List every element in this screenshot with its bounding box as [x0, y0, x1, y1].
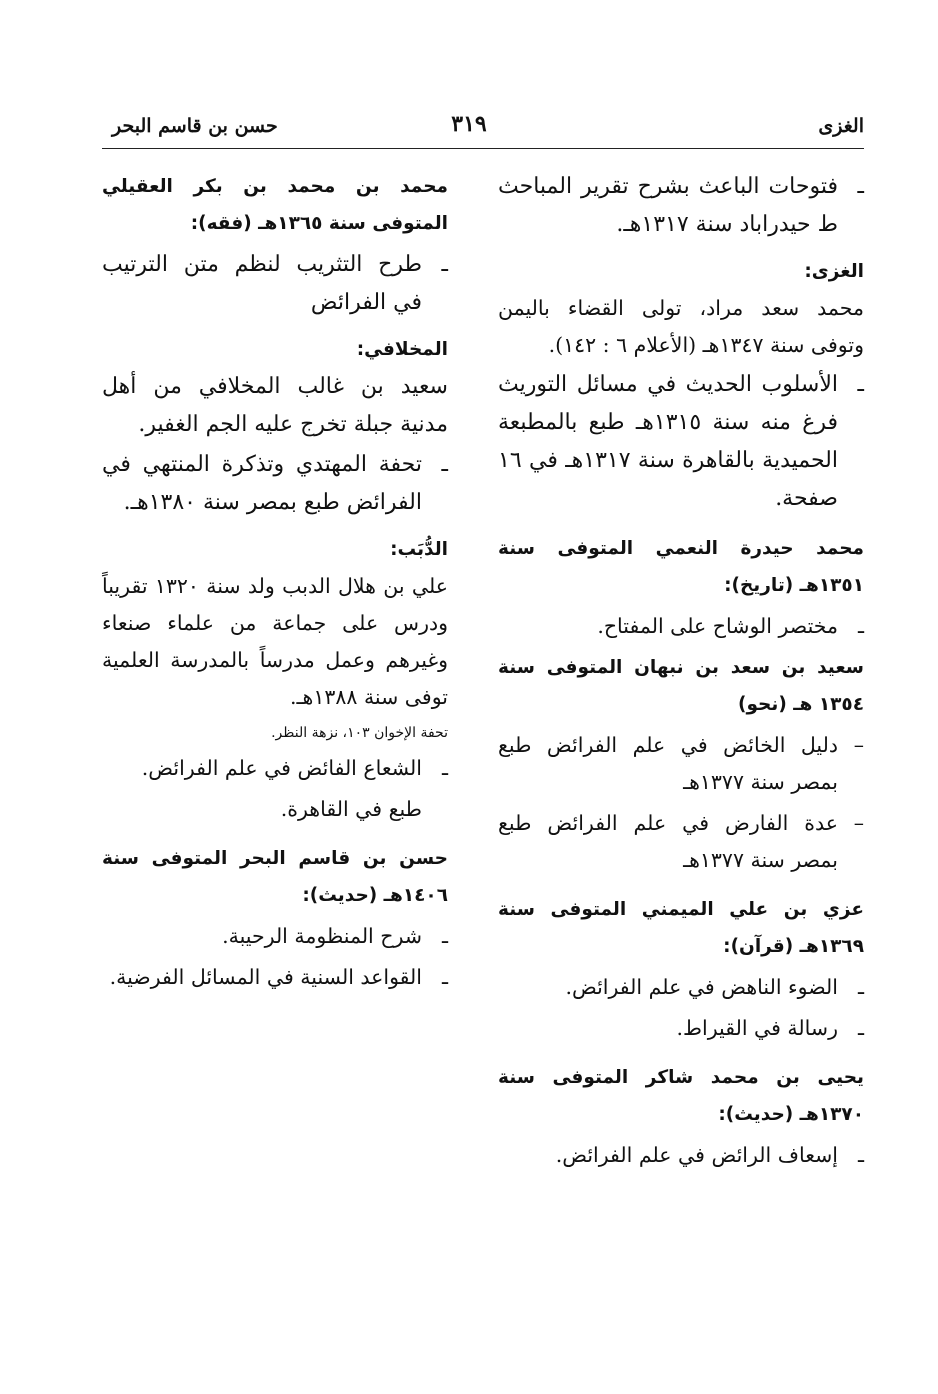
item-text: طرح التثريب لنظم متن الترتيب في الفرائض [102, 252, 422, 315]
item-dash: ـ [857, 372, 864, 397]
right-column [498, 168, 864, 1178]
list-item [498, 805, 864, 879]
item-dash: ـ [857, 1016, 864, 1040]
entry-title: عزي بن علي الميمني المتوفى سنة ١٣٦٩هـ (قرآن): [498, 899, 864, 957]
item-dash: ـ [857, 1143, 864, 1167]
running-header-right: الغزى [818, 115, 864, 137]
item-text: القواعد السنية في المسائل الفرضية. [109, 965, 422, 989]
item-text: إسعاف الرائض في علم الفرائض. [555, 1143, 838, 1167]
list-item [498, 608, 864, 645]
item-dash: ـ [857, 614, 864, 638]
list-item [102, 959, 448, 996]
entry-title: محمد حيدرة النعمي المتوفى سنة ١٣٥١هـ (تاريخ): [498, 538, 864, 596]
list-item [102, 446, 448, 522]
item-text: الضوء الناهض في علم الفرائض. [565, 975, 838, 999]
source-citation: تحفة الإخوان ١٠٣، نزهة النظر. [271, 725, 448, 741]
list-item [498, 1010, 864, 1047]
header-rule [102, 148, 864, 149]
entry-title: سعيد بن سعد بن نبهان المتوفى سنة ١٣٥٤ هـ (نحو) [498, 657, 864, 715]
item-dash: ـ [441, 452, 448, 477]
item-dash: ـ [441, 252, 448, 277]
list-item [102, 750, 448, 787]
entry-title: المخلافي: [356, 339, 448, 360]
item-text: عدة الفارض في علم الفرائض طبع بمصر سنة ١٣٧٧هـ [498, 811, 838, 872]
list-item [102, 246, 448, 322]
running-header-left: حسن بن قاسم البحر [112, 115, 278, 137]
item-text: تحفة المهتدي وتذكرة المنتهي في الفرائض طبع بمصر سنة ١٣٨٠هـ. [102, 452, 422, 515]
item-text: مختصر الوشاح على المفتاح. [597, 614, 838, 638]
item-note: طبع في القاهرة. [280, 797, 422, 821]
item-text: رسالة في القيراط. [676, 1016, 838, 1040]
left-column [102, 168, 448, 1000]
item-dash: ـ [441, 924, 448, 948]
entry-title: الغزى: [804, 261, 864, 282]
list-item [498, 168, 864, 244]
entry-title: يحيى بن محمد شاكر المتوفى سنة ١٣٧٠هـ (حديث): [498, 1067, 864, 1125]
item-text: الشعاع الفائض في علم الفرائض. [141, 756, 422, 780]
entry-title: محمد بن محمد بن بكر العقيلي المتوفى سنة ١٣٦٥هـ (فقه): [102, 176, 448, 234]
item-dash: ـ [857, 975, 864, 999]
item-dash: – [853, 733, 864, 757]
entry-title: حسن بن قاسم البحر المتوفى سنة ١٤٠٦هـ (حديث): [102, 848, 448, 906]
entry-title: الدُّبَب: [390, 539, 448, 560]
item-text: فتوحات الباعث بشرح تقرير المباحث ط حيدراباد سنة ١٣١٧هـ. [498, 174, 838, 237]
list-item [498, 1137, 864, 1174]
item-dash: ـ [857, 174, 864, 199]
page-number: ٣١٩ [451, 111, 487, 137]
item-dash: – [853, 811, 864, 835]
list-item [498, 366, 864, 518]
entry-bio: سعيد بن غالب المخلافي من أهل مدنية جبلة تخرج عليه الجم الغفير. [102, 374, 448, 437]
item-text: الأسلوب الحديث في مسائل التوريث فرغ منه سنة ١٣١٥هـ طبع بالمطبعة الحميدية بالقاهرة سنة ١٣١٧هـ في ١٦ صفحة. [498, 372, 838, 511]
item-text: شرح المنظومة الرحيبة. [222, 924, 422, 948]
entry-bio: علي بن هلال الدبب ولد سنة ١٣٢٠ تقريباً ودرس على جماعة من علماء صنعاء وغيرهم وعمل مدرساً بالمدرسة العلمية توفى سنة ١٣٨٨هـ. [102, 574, 449, 709]
item-dash: ـ [441, 756, 448, 780]
item-dash: ـ [441, 965, 448, 989]
list-item [498, 727, 864, 801]
entry-bio: محمد سعد مراد، تولى القضاء باليمن وتوفى سنة ١٣٤٧هـ (الأعلام ٦ : ١٤٢). [498, 296, 864, 357]
list-item [498, 969, 864, 1006]
item-text: دليل الخائض في علم الفرائض طبع بمصر سنة ١٣٧٧هـ [498, 733, 838, 794]
list-item [102, 918, 448, 955]
